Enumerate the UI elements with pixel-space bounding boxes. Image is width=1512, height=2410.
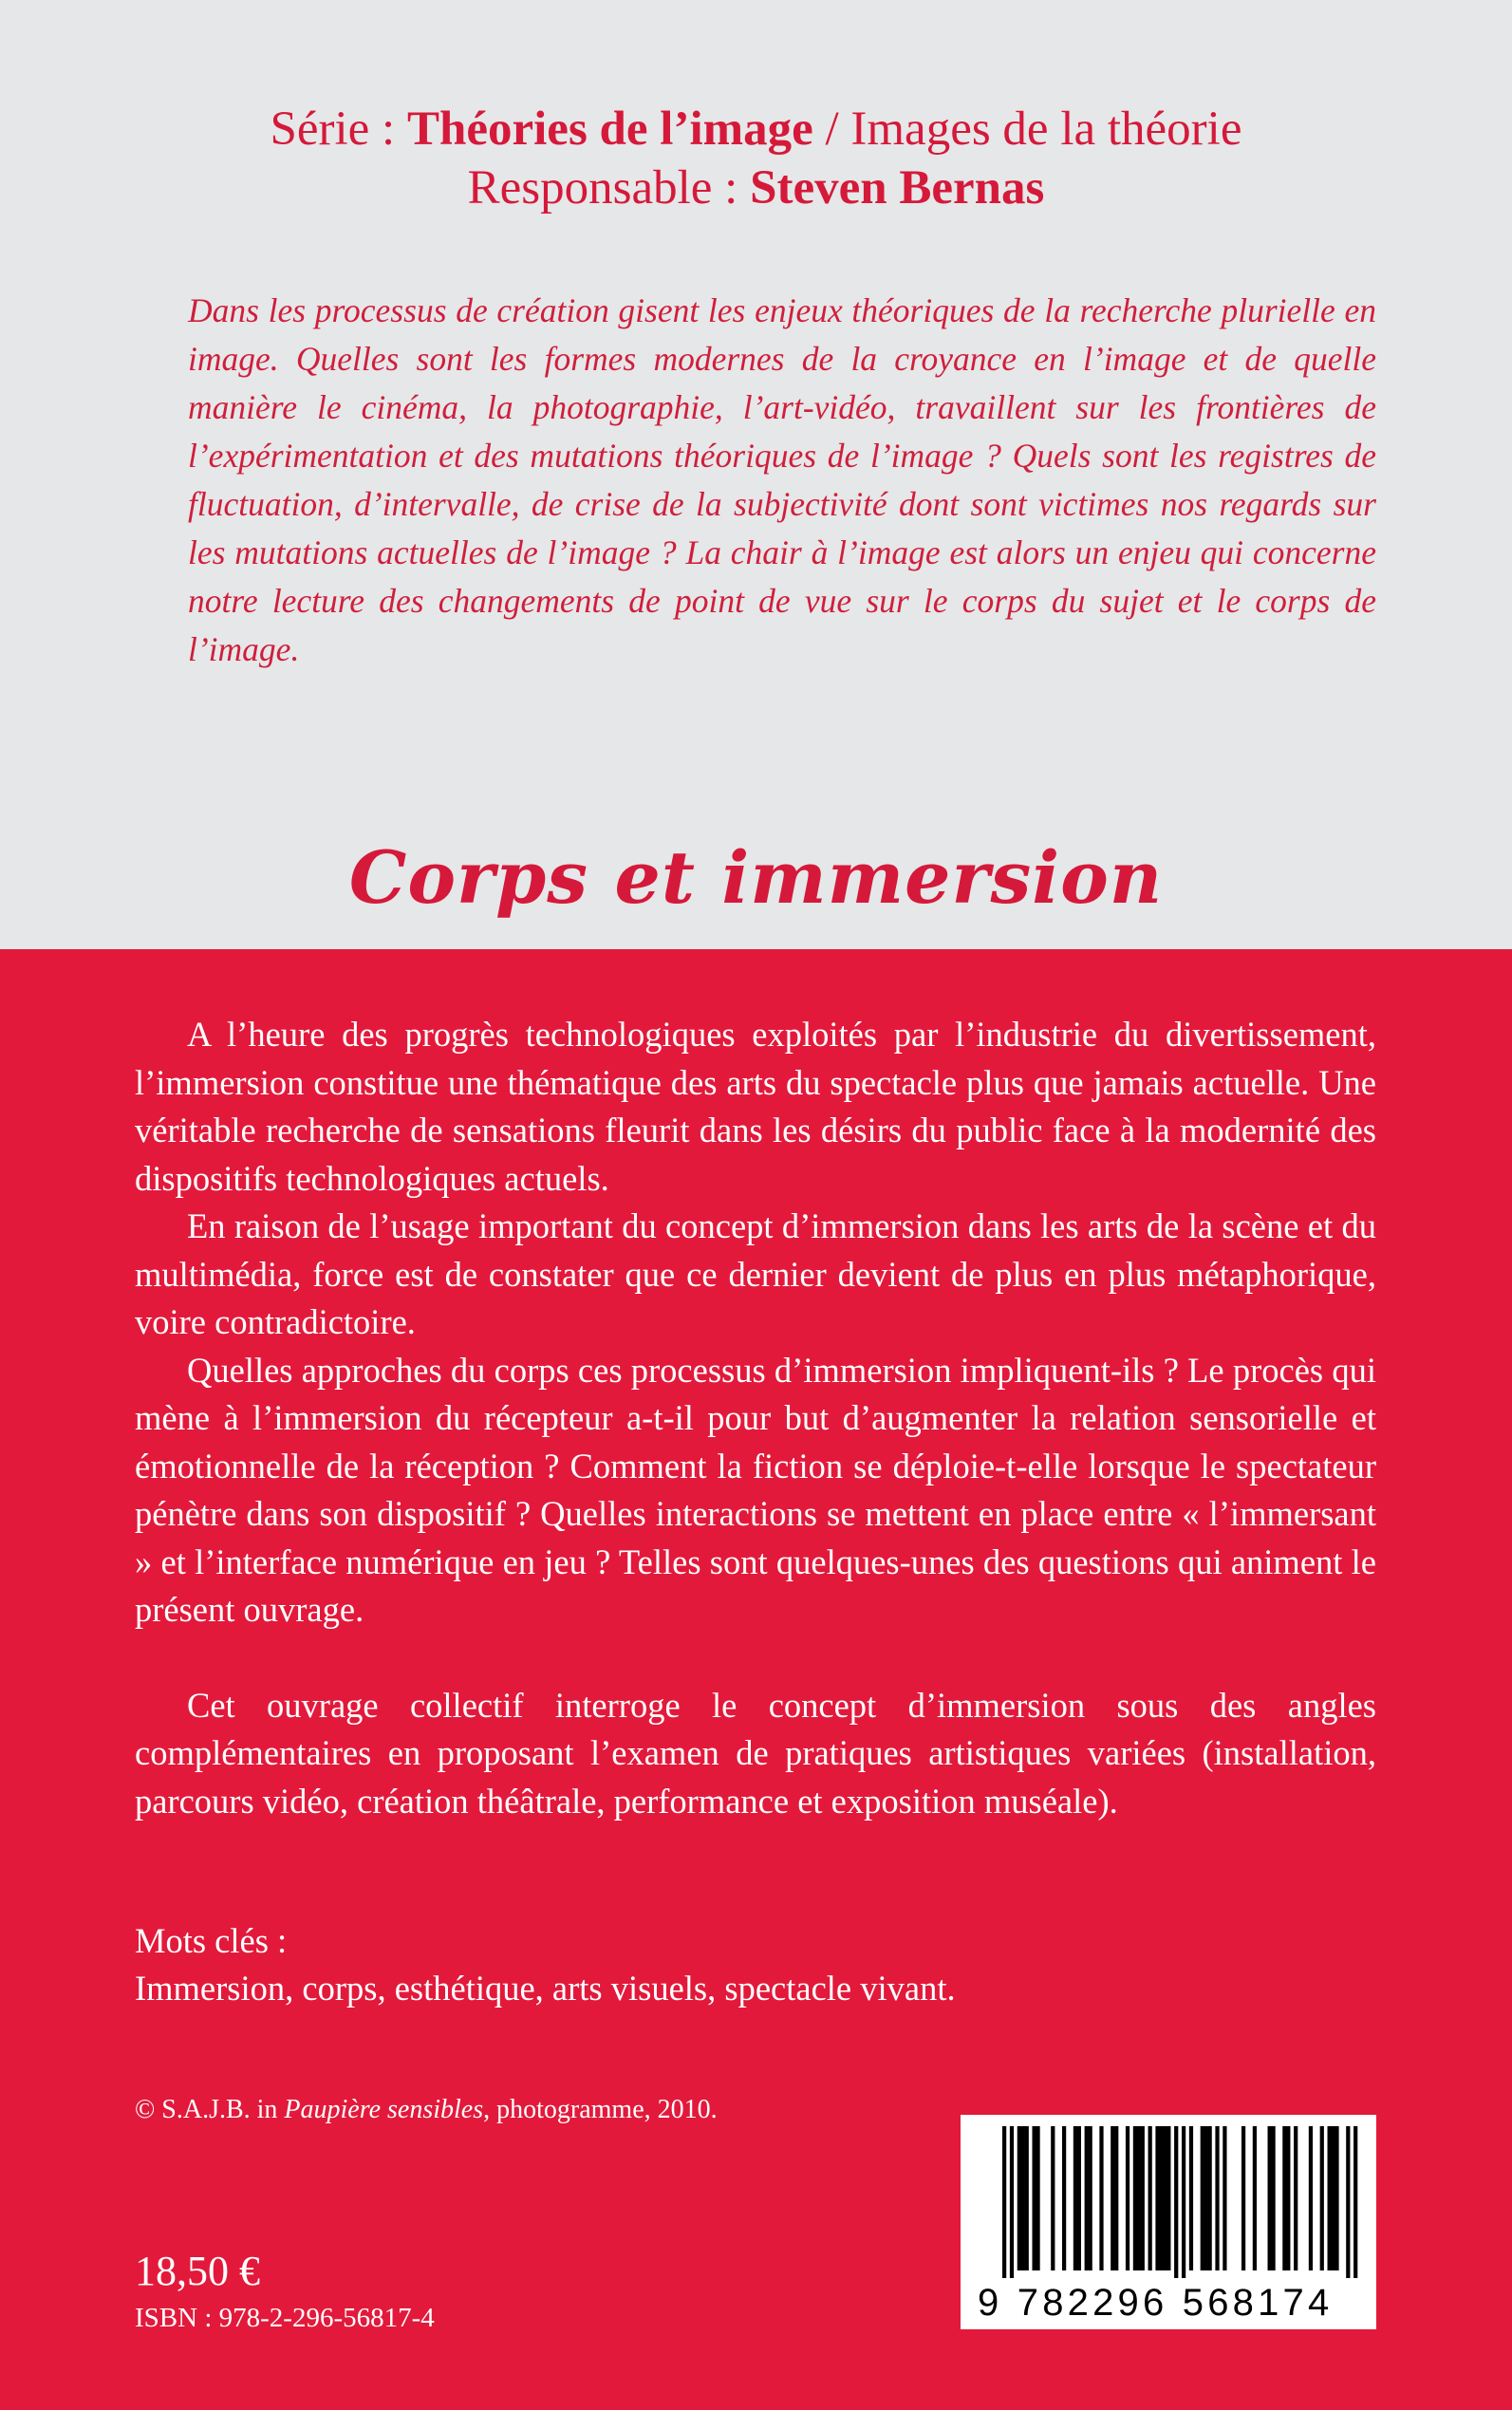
keywords-block (135, 1917, 1369, 2012)
series-line (0, 100, 1512, 159)
director-line (0, 159, 1512, 217)
series-header (0, 100, 1512, 217)
barcode-bar (1077, 2126, 1081, 2270)
image-credit (135, 2091, 989, 2129)
barcode-bar (1182, 2126, 1185, 2278)
barcode-bar (1282, 2126, 1286, 2270)
barcode-bar (1286, 2126, 1290, 2270)
barcode-bar (1114, 2126, 1118, 2270)
barcode-bar (1155, 2126, 1159, 2270)
barcode-bar (1025, 2126, 1029, 2270)
barcode-bar (1271, 2126, 1275, 2270)
credit-suffix: , photogramme, 2010. (483, 2095, 718, 2124)
barcode-bar (1137, 2126, 1141, 2270)
credit-work-title: Paupière sensibles (284, 2095, 484, 2124)
barcode-bar (1328, 2126, 1332, 2270)
barcode-bar (1141, 2126, 1145, 2270)
barcode-bar (1051, 2126, 1055, 2270)
summary-paragraph-3: Quelles approches du corps ces processus d’immersion impliquent-ils ? Le procès qui mène à l’immersion du récepteur a-t-il pour but d’augmenter la relation sensorielle et émotionnelle de la réception ? Comment la fiction se déploie-t-elle lorsque le spectateur pénètre dans son dispositif ? Quelles interactions se mettent en place entre « l’immersant » et l’interface numérique en jeu ? Telles sont quelques-unes des questions qui animent le présent ouvrage. (135, 1350, 1376, 1629)
director-label: Responsable : (467, 161, 751, 215)
barcode-bar (1174, 2126, 1178, 2278)
barcode-bar (1163, 2126, 1167, 2270)
keywords-label: Mots clés : (135, 1921, 288, 1960)
book-summary (135, 1011, 1376, 1825)
isbn: ISBN : 978-2-296-56817-4 (135, 2303, 435, 2333)
barcode-bar (1223, 2126, 1226, 2270)
series-subtitle: / Images de la théorie (812, 103, 1242, 156)
barcode-bar (1189, 2126, 1193, 2270)
series-label: Série : (270, 103, 407, 156)
barcode-bar (1346, 2126, 1350, 2278)
barcode-bar (1062, 2126, 1066, 2270)
barcode-bar (1215, 2126, 1219, 2270)
barcode-bar (1294, 2126, 1297, 2270)
barcode-bar (1335, 2126, 1338, 2270)
book-title: Corps et immersion (348, 835, 1164, 920)
barcode-bar (1021, 2126, 1025, 2270)
price: 18,50 € (135, 2248, 260, 2294)
barcode-bar (1126, 2126, 1129, 2270)
barcode-bar (1032, 2126, 1036, 2270)
barcode-bar (1309, 2126, 1313, 2270)
barcode-bar (1010, 2126, 1014, 2278)
barcode-bars (978, 2126, 1361, 2278)
barcode-bar (1167, 2126, 1170, 2270)
barcode-bar (1148, 2126, 1152, 2270)
barcode-bar (1017, 2126, 1021, 2270)
series-title: Théories de l’image (406, 103, 813, 156)
barcode-bar (1204, 2126, 1208, 2270)
barcode-bar (1085, 2126, 1089, 2270)
barcode-bar (1002, 2126, 1006, 2278)
barcode-bar (1073, 2126, 1077, 2270)
barcode-bar (1036, 2126, 1039, 2270)
barcode-bar (1253, 2126, 1257, 2270)
barcode-bar (1241, 2126, 1245, 2270)
barcode-bar (1268, 2126, 1272, 2270)
summary-paragraph-1: A l’heure des progrès technologiques exploités par l’industrie du divertissement, l’immersion constitue une thématique des arts du spectacle plus que jamais actuelle. Une véritable recherche de sensations fleurit dans les désirs du public face à la modernité des dispositifs technologiques actuels. (135, 1015, 1376, 1198)
barcode (961, 2115, 1376, 2329)
barcode-bar (1201, 2126, 1204, 2270)
barcode-bar (1353, 2126, 1357, 2278)
series-description (188, 287, 1376, 674)
barcode-bar (1099, 2126, 1103, 2270)
barcode-bar (1331, 2126, 1335, 2270)
credit-prefix: © S.A.J.B. in (135, 2095, 285, 2124)
barcode-bar (1089, 2126, 1092, 2270)
director-name: Steven Bernas (750, 161, 1045, 215)
series-description-text: Dans les processus de création gisent les enjeux théoriques de la recherche plurielle en image. Quelles sont les formes modernes de la croyance en l’image et de quelle manière le cinéma, la photographie, l’art-vidéo, travaillent sur les frontières de l’expérimentation et des mutations théoriques de l’image ? Quels sont les registres de fluctuation, d’intervalle, de crise de la subjectivité dont sont victimes nos regards sur les mutations actuelles de l’image ? La chair à l’image est alors un enjeu qui concerne notre lecture des changements de point de vue sur le corps du sujet et le corps de l’image. (188, 291, 1376, 668)
barcode-digits: 9 782296 568174 (978, 2282, 1334, 2324)
keywords-list: Immersion, corps, esthétique, arts visuels, spectacle vivant. (135, 1969, 956, 2008)
barcode-bar (1111, 2126, 1114, 2270)
barcode-bar (1320, 2126, 1324, 2270)
barcode-bar (1208, 2126, 1212, 2270)
barcode-bar (1159, 2126, 1163, 2270)
summary-paragraph-4: Cet ouvrage collectif interroge le concept d’immersion sous des angles complémentaires en proposant l’examen de pratiques artistiques variées (installation, parcours vidéo, création théâtrale, performance et exposition muséale). (135, 1685, 1376, 1821)
barcode-bar (1133, 2126, 1137, 2270)
summary-paragraph-2: En raison de l’usage important du concept d’immersion dans les arts de la scène et du multimédia, force est de constater que ce dernier devient de plus en plus métaphorique, voire contradictoire. (135, 1206, 1376, 1341)
